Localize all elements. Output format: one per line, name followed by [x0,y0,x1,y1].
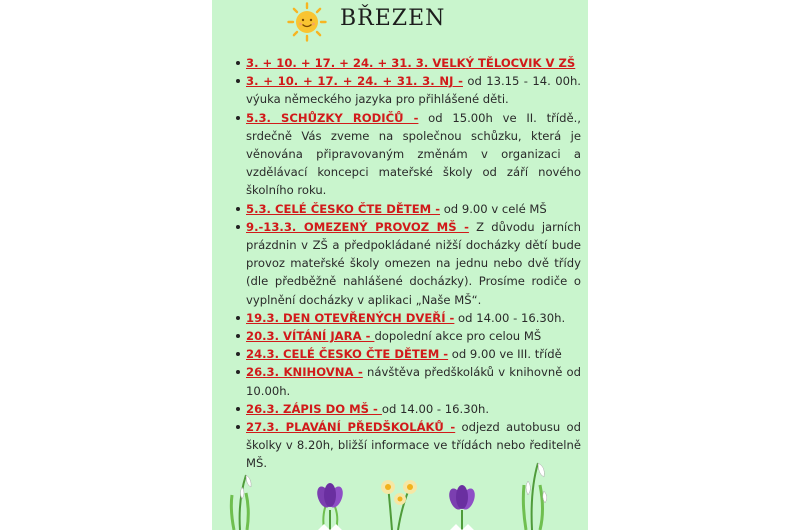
event-date-title: 3. + 10. + 17. + 24. + 31. 3. NJ - [246,74,463,89]
event-date-title: 26.3. KNIHOVNA - [246,365,363,380]
page-title: BŘEZEN [340,6,446,31]
event-description: od 15.00h ve II. třídě., srdečně Vás zveme na společnou schůzku, která je věnována připravovaným změnám v organizaci a vzdělávací koncepci mateřské školy od září nového školního roku. [246,110,581,198]
snowdrop-icon [523,463,546,530]
event-date-title: 26.3. ZÁPIS DO MŠ - [246,401,382,416]
event-description: návštěva předškoláků v knihovně od 10.00h. [246,365,581,398]
spring-flowers-illustration [212,455,588,530]
daffodil-icon [381,480,417,530]
event-date-title: 19.3. DEN OTEVŘENÝCH DVEŘÍ - [246,310,455,325]
event-description: od 14.00 - 16.30h. [454,310,566,325]
event-item [246,54,581,72]
crocus-icon [447,485,478,530]
snowdrop-icon [231,475,251,530]
event-date-title: 5.3. SCHŮZKY RODIČŮ - [246,110,419,125]
events-list [242,54,581,473]
event-description: dopolední akce pro celou MŠ [374,329,542,344]
event-description: Z důvodu jarních prázdnin v ZŠ a předpokládané nižší docházky dětí bude provoz mateřské školy omezen na jednu nebo dvě třídy (dle předběžně nahlášené docházky). Prosíme rodiče o vyplnění docházky v aplikaci „Naše MŠ“. [246,219,581,307]
event-description: od 9.00 v celé MŠ [440,201,547,216]
event-item [246,345,581,363]
event-description: od 13.15 - 14. 00h. výuka německého jazyka pro přihlášené děti. [246,74,581,107]
event-item [246,309,581,327]
event-description: od 9.00 ve III. třídě [448,347,562,362]
crocus-icon [315,483,346,530]
event-item [246,200,581,218]
event-description: odjezd autobusu od školky v 8.20h, bližší informace ve třídách nebo ředitelně MŠ. [246,420,581,471]
event-date-title: 5.3. CELÉ ČESKO ČTE DĚTEM - [246,201,441,216]
event-date-title: 24.3. CELÉ ČESKO ČTE DĚTEM - [246,347,449,362]
event-date-title: 27.3. PLAVÁNÍ PŘEDŠKOLÁKŮ - [246,420,456,435]
event-item [246,400,581,418]
event-item [246,109,581,200]
event-item [246,72,581,108]
march-events-poster [212,0,588,530]
smiling-sun-icon [287,2,327,42]
event-description: od 14.00 - 16.30h. [381,401,490,416]
event-item [246,363,581,399]
event-date-title: 9.-13.3. OMEZENÝ PROVOZ MŠ - [246,219,469,234]
event-item [246,327,581,345]
event-date-title: 20.3. VÍTÁNÍ JARA - [246,329,375,344]
event-date-title: 3. + 10. + 17. + 24. + 31. 3. VELKÝ TĚLOCVIK V ZŠ [246,56,576,70]
event-item [246,218,581,309]
